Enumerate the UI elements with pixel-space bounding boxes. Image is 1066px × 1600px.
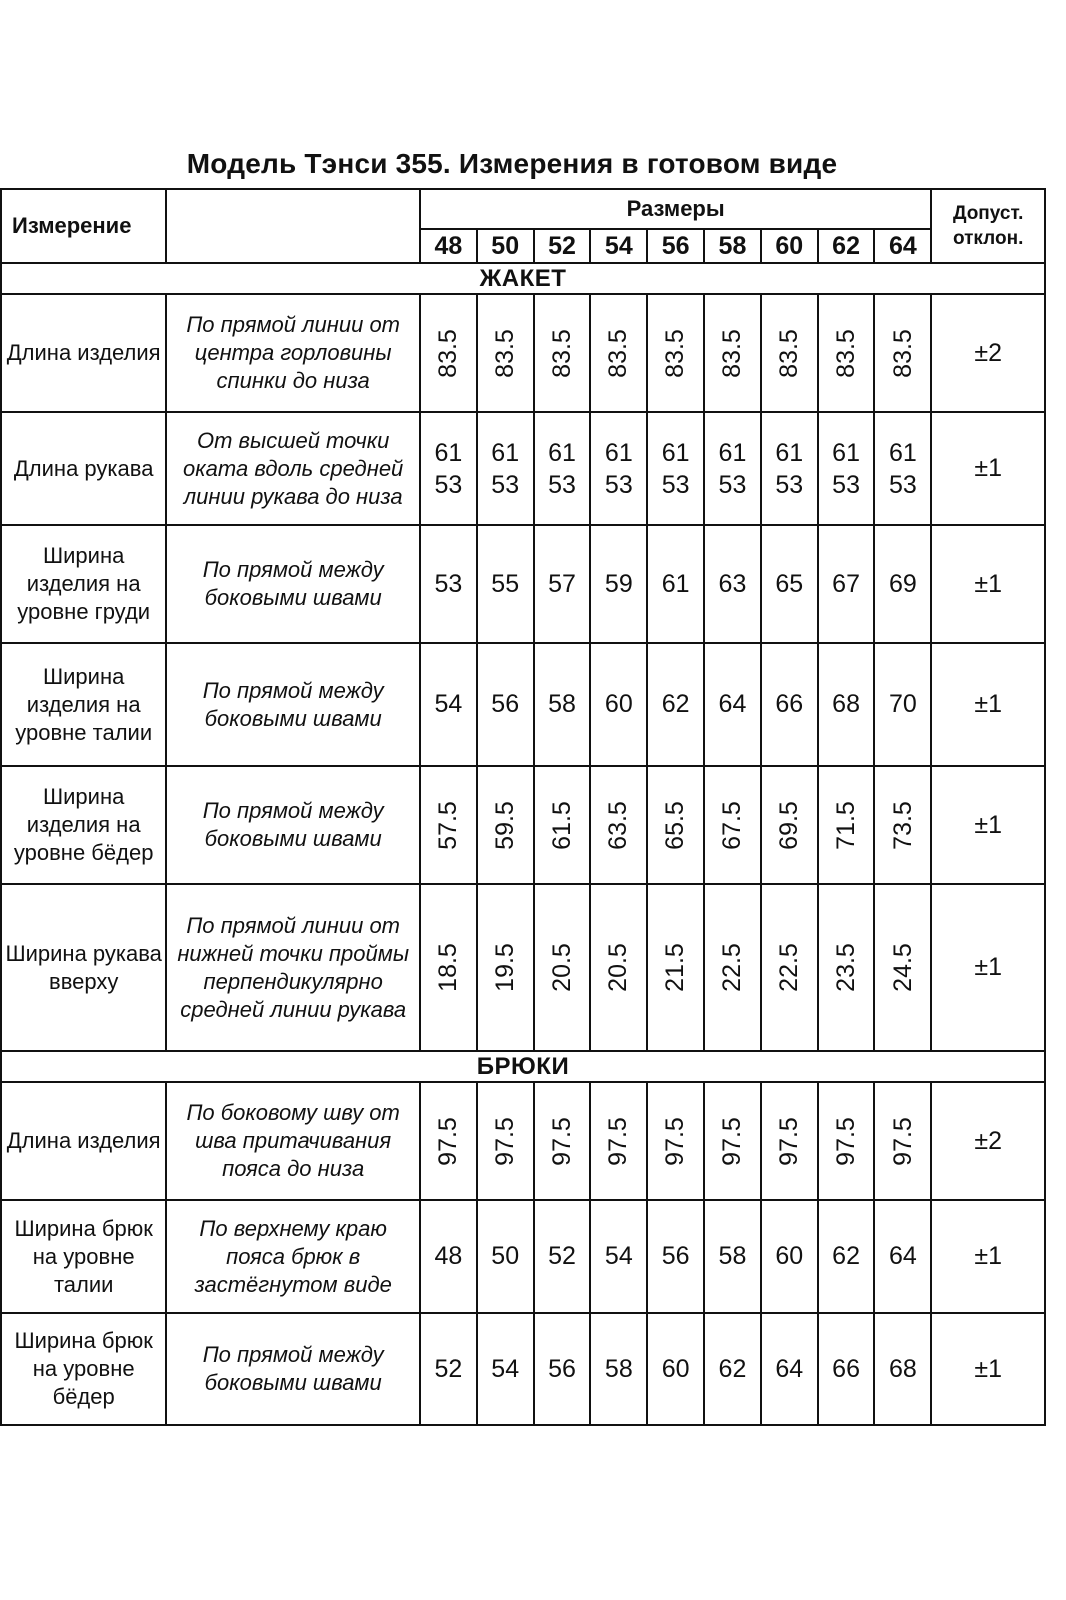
value-line-2: 53 xyxy=(434,470,463,499)
table-row xyxy=(1,766,1045,884)
value-cell: 62 xyxy=(704,1313,761,1425)
measurement-description: По прямой между боковыми швами xyxy=(166,1313,420,1425)
size-header-5: 58 xyxy=(704,229,761,263)
value-cell xyxy=(647,294,704,412)
value-cell xyxy=(874,766,931,884)
measurement-label: Ширина изделия на уровне бёдер xyxy=(1,766,166,884)
value-cell xyxy=(704,412,761,525)
value-text: 97.5 xyxy=(774,1116,803,1166)
size-header-4: 56 xyxy=(647,229,704,263)
table-row xyxy=(1,294,1045,412)
value-cell: 62 xyxy=(647,643,704,766)
value-cell xyxy=(590,884,647,1051)
value-text: 57.5 xyxy=(433,800,462,850)
value-cell: 70 xyxy=(874,643,931,766)
value-cell xyxy=(477,1082,534,1200)
value-cell: 64 xyxy=(761,1313,818,1425)
value-line-1: 61 xyxy=(718,438,747,467)
value-cell: 53 xyxy=(420,525,477,643)
value-text: 97.5 xyxy=(433,1116,462,1166)
value-text: 20.5 xyxy=(547,943,576,992)
value-cell xyxy=(420,294,477,412)
value-cell: 50 xyxy=(477,1200,534,1313)
table-body xyxy=(1,189,1045,1425)
tolerance-value: ±1 xyxy=(931,412,1045,525)
value-text: 83.5 xyxy=(490,328,519,378)
value-line-2: 53 xyxy=(661,470,690,499)
value-cell xyxy=(761,294,818,412)
table-row xyxy=(1,1082,1045,1200)
value-text: 83.5 xyxy=(888,328,917,378)
value-cell xyxy=(818,884,875,1051)
table-row xyxy=(1,643,1045,766)
value-cell: 60 xyxy=(761,1200,818,1313)
value-line-2: 53 xyxy=(832,470,860,499)
value-cell: 55 xyxy=(477,525,534,643)
value-line-2: 53 xyxy=(718,470,747,499)
value-text: 63.5 xyxy=(604,800,633,850)
table-row xyxy=(1,1313,1045,1425)
table-row xyxy=(1,412,1045,525)
tolerance-value: ±1 xyxy=(931,643,1045,766)
value-text: 18.5 xyxy=(433,943,462,992)
value-cell xyxy=(874,294,931,412)
value-cell xyxy=(590,766,647,884)
value-cell: 58 xyxy=(704,1200,761,1313)
value-text: 21.5 xyxy=(661,943,690,992)
value-cell xyxy=(647,1082,704,1200)
value-cell xyxy=(590,294,647,412)
measurement-description: По боковому шву от шва притачивания пояса до низа xyxy=(166,1082,420,1200)
value-cell xyxy=(704,294,761,412)
value-cell: 57 xyxy=(534,525,591,643)
table-row xyxy=(1,1200,1045,1313)
value-cell xyxy=(818,294,875,412)
tolerance-value: ±1 xyxy=(931,525,1045,643)
value-cell xyxy=(647,766,704,884)
value-text: 83.5 xyxy=(661,328,690,378)
value-text: 97.5 xyxy=(490,1116,519,1166)
table-row xyxy=(1,884,1045,1051)
value-text: 23.5 xyxy=(831,943,860,992)
value-text: 83.5 xyxy=(717,328,746,378)
value-cell: 60 xyxy=(590,643,647,766)
value-cell: 66 xyxy=(761,643,818,766)
measurement-header: Измерение xyxy=(1,189,166,263)
value-cell xyxy=(477,412,534,525)
value-cell xyxy=(647,412,704,525)
tolerance-value: ±2 xyxy=(931,294,1045,412)
value-cell: 54 xyxy=(590,1200,647,1313)
tolerance-value: ±1 xyxy=(931,884,1045,1051)
value-line-1: 61 xyxy=(832,438,860,467)
value-cell: 63 xyxy=(704,525,761,643)
value-cell xyxy=(761,766,818,884)
sizes-header: Размеры xyxy=(420,189,931,229)
section-title: БРЮКИ xyxy=(1,1051,1045,1082)
value-line-1: 61 xyxy=(889,438,917,467)
value-cell xyxy=(477,294,534,412)
tolerance-header xyxy=(931,189,1045,263)
value-text: 97.5 xyxy=(547,1116,576,1166)
size-header-3: 54 xyxy=(590,229,647,263)
value-cell: 66 xyxy=(818,1313,875,1425)
measurement-label: Длина изделия xyxy=(1,294,166,412)
value-text: 69.5 xyxy=(774,800,803,850)
value-cell: 69 xyxy=(874,525,931,643)
value-line-1: 61 xyxy=(661,438,690,467)
measurement-description: По прямой между боковыми швами xyxy=(166,643,420,766)
header-row xyxy=(1,189,1045,229)
value-cell: 54 xyxy=(477,1313,534,1425)
section-title: ЖАКЕТ xyxy=(1,263,1045,294)
value-cell: 54 xyxy=(420,643,477,766)
value-text: 22.5 xyxy=(774,943,803,992)
value-cell xyxy=(874,412,931,525)
value-text: 97.5 xyxy=(717,1116,746,1166)
value-cell: 59 xyxy=(590,525,647,643)
measurement-label: Длина изделия xyxy=(1,1082,166,1200)
value-line-1: 61 xyxy=(775,438,804,467)
section-row xyxy=(1,1051,1045,1082)
value-line-2: 53 xyxy=(491,470,520,499)
value-cell: 67 xyxy=(818,525,875,643)
value-cell xyxy=(704,884,761,1051)
measurement-label: Ширина рукава вверху xyxy=(1,884,166,1051)
measurement-description: От высшей точки оката вдоль средней линии рукава до низа xyxy=(166,412,420,525)
value-line-1: 61 xyxy=(491,438,520,467)
measurement-table xyxy=(0,188,1046,1426)
size-header-1: 50 xyxy=(477,229,534,263)
value-cell xyxy=(647,884,704,1051)
value-cell xyxy=(818,412,875,525)
value-cell xyxy=(818,766,875,884)
size-header-8: 64 xyxy=(874,229,931,263)
measurement-description: По прямой между боковыми швами xyxy=(166,766,420,884)
value-cell xyxy=(704,1082,761,1200)
value-line-1: 61 xyxy=(548,438,576,467)
value-cell: 64 xyxy=(704,643,761,766)
size-header-0: 48 xyxy=(420,229,477,263)
value-cell: 52 xyxy=(534,1200,591,1313)
value-cell xyxy=(590,412,647,525)
value-text: 97.5 xyxy=(661,1116,690,1166)
value-line-1: 61 xyxy=(434,438,463,467)
tolerance-value: ±1 xyxy=(931,766,1045,884)
value-text: 71.5 xyxy=(831,800,860,850)
value-text: 65.5 xyxy=(661,800,690,850)
value-text: 83.5 xyxy=(433,328,462,378)
value-text: 83.5 xyxy=(831,328,860,378)
value-cell xyxy=(534,1082,591,1200)
value-text: 19.5 xyxy=(490,943,519,992)
value-cell xyxy=(420,1082,477,1200)
value-cell xyxy=(420,766,477,884)
value-cell xyxy=(477,884,534,1051)
value-text: 83.5 xyxy=(774,328,803,378)
value-text: 61.5 xyxy=(547,800,576,850)
value-cell: 56 xyxy=(477,643,534,766)
tolerance-value: ±1 xyxy=(931,1200,1045,1313)
measurement-label: Ширина изделия на уровне талии xyxy=(1,643,166,766)
value-text: 73.5 xyxy=(888,800,917,850)
value-cell: 56 xyxy=(647,1200,704,1313)
value-text: 67.5 xyxy=(717,800,746,850)
measurement-description: По верхнему краю пояса брюк в застёгнутом виде xyxy=(166,1200,420,1313)
value-cell xyxy=(704,766,761,884)
value-text: 22.5 xyxy=(717,943,746,992)
measurement-label: Длина рукава xyxy=(1,412,166,525)
value-text: 97.5 xyxy=(888,1116,917,1166)
value-line-2: 53 xyxy=(889,470,917,499)
value-cell: 62 xyxy=(818,1200,875,1313)
value-cell xyxy=(874,884,931,1051)
value-line-2: 53 xyxy=(775,470,804,499)
value-text: 97.5 xyxy=(604,1116,633,1166)
value-line-1: 61 xyxy=(604,438,633,467)
value-cell xyxy=(420,412,477,525)
tolerance-value: ±1 xyxy=(931,1313,1045,1425)
measurement-label: Ширина изделия на уровне груди xyxy=(1,525,166,643)
value-cell: 68 xyxy=(874,1313,931,1425)
measurement-description: По прямой линии от нижней точки проймы перпендикулярно средней линии рукава xyxy=(166,884,420,1051)
description-header xyxy=(166,189,420,263)
value-text: 83.5 xyxy=(604,328,633,378)
size-header-6: 60 xyxy=(761,229,818,263)
value-text: 20.5 xyxy=(604,943,633,992)
value-cell: 48 xyxy=(420,1200,477,1313)
measurement-description: По прямой между боковыми швами xyxy=(166,525,420,643)
value-cell xyxy=(590,1082,647,1200)
value-cell: 52 xyxy=(420,1313,477,1425)
value-text: 97.5 xyxy=(831,1116,860,1166)
value-cell: 65 xyxy=(761,525,818,643)
value-text: 24.5 xyxy=(888,943,917,992)
size-header-2: 52 xyxy=(534,229,591,263)
value-cell: 56 xyxy=(534,1313,591,1425)
value-line-2: 53 xyxy=(548,470,576,499)
tolerance-header-line2: отклон. xyxy=(952,228,1024,249)
value-cell xyxy=(874,1082,931,1200)
table-row xyxy=(1,525,1045,643)
value-cell: 64 xyxy=(874,1200,931,1313)
value-text: 83.5 xyxy=(547,328,576,378)
value-cell: 58 xyxy=(534,643,591,766)
size-header-7: 62 xyxy=(818,229,875,263)
value-cell xyxy=(818,1082,875,1200)
value-text: 59.5 xyxy=(490,800,519,850)
value-cell xyxy=(761,1082,818,1200)
value-cell xyxy=(534,412,591,525)
measurement-description: По прямой линии от центра горловины спинки до низа xyxy=(166,294,420,412)
page-title: Модель Тэнси 355. Измерения в готовом виде xyxy=(186,148,838,179)
tolerance-header-line1: Допуст. xyxy=(952,203,1024,224)
value-cell xyxy=(420,884,477,1051)
value-cell xyxy=(477,766,534,884)
value-cell xyxy=(761,412,818,525)
value-cell xyxy=(534,766,591,884)
value-cell: 68 xyxy=(818,643,875,766)
value-cell: 60 xyxy=(647,1313,704,1425)
section-row xyxy=(1,263,1045,294)
value-cell xyxy=(761,884,818,1051)
value-line-2: 53 xyxy=(604,470,633,499)
measurement-label: Ширина брюк на уровне бёдер xyxy=(1,1313,166,1425)
value-cell: 58 xyxy=(590,1313,647,1425)
value-cell: 61 xyxy=(647,525,704,643)
measurement-label: Ширина брюк на уровне талии xyxy=(1,1200,166,1313)
tolerance-value: ±2 xyxy=(931,1082,1045,1200)
value-cell xyxy=(534,884,591,1051)
value-cell xyxy=(534,294,591,412)
